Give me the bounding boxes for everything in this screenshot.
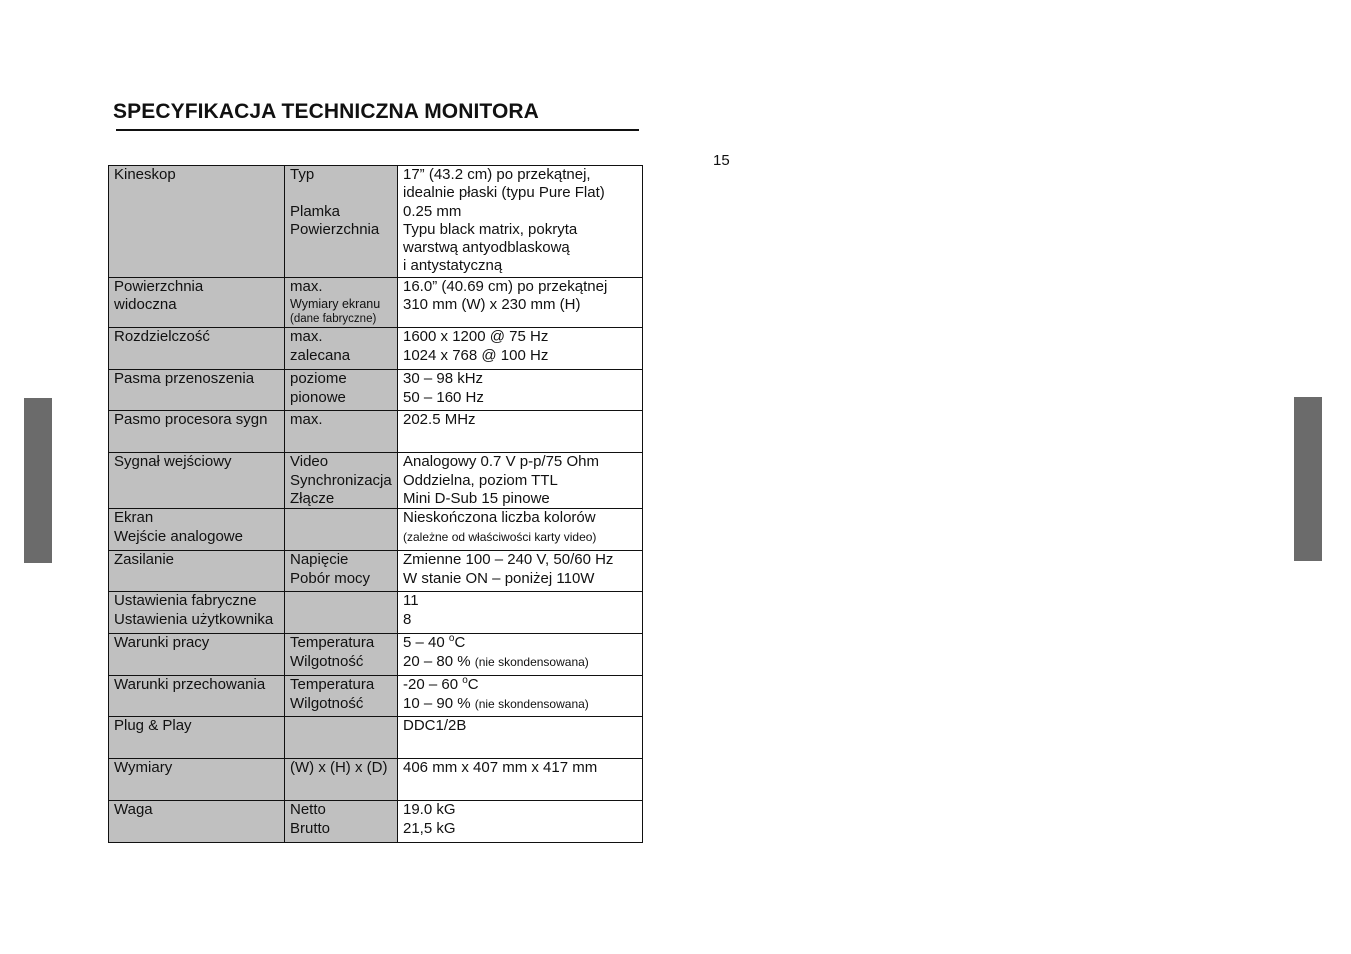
row-value: 8 xyxy=(403,610,412,628)
row-param: Pobór mocy xyxy=(290,569,371,587)
row-param: (W) x (H) x (D) xyxy=(290,759,388,777)
table-row xyxy=(109,759,643,801)
page-number: 15 xyxy=(713,152,730,169)
row-label-cell xyxy=(109,453,285,509)
row-label: Plug & Play xyxy=(114,717,192,735)
row-value: Mini D-Sub 15 pinowe xyxy=(403,489,550,507)
table-row xyxy=(109,551,643,592)
row-value-cell xyxy=(398,801,643,843)
humidity-note: (nie skondensowana) xyxy=(474,696,589,711)
row-value: Oddzielna, poziom TTL xyxy=(403,471,558,489)
row-param: Video xyxy=(290,453,329,471)
table-row xyxy=(109,676,643,717)
row-label-cell xyxy=(109,801,285,843)
row-label-cell xyxy=(109,278,285,328)
table-row xyxy=(109,370,643,411)
page-title: SPECYFIKACJA TECHNICZNA MONITORA xyxy=(113,100,539,123)
row-value: Zmienne 100 – 240 V, 50/60 Hz xyxy=(403,551,614,569)
row-value-cell xyxy=(398,411,643,453)
row-value-cell xyxy=(398,592,643,634)
row-param-cell xyxy=(285,634,398,676)
row-param-cell xyxy=(285,278,398,328)
row-value xyxy=(403,676,642,694)
row-value: i antystatyczną xyxy=(403,257,503,275)
row-param: zalecana xyxy=(290,346,351,364)
row-label-cell xyxy=(109,166,285,278)
row-param-cell xyxy=(285,551,398,592)
row-value-cell xyxy=(398,717,643,759)
table-row xyxy=(109,634,643,676)
title-underline xyxy=(116,129,639,131)
row-value: DDC1/2B xyxy=(403,717,467,735)
row-value: 17” (43.2 cm) po przekątnej, xyxy=(403,166,591,183)
row-value: 19.0 kG xyxy=(403,801,456,819)
row-label: Ekran xyxy=(114,509,154,527)
row-value-cell xyxy=(398,453,643,509)
row-param: poziome xyxy=(290,370,347,388)
row-param: Synchronizacja xyxy=(290,471,392,489)
row-param: Powierzchnia xyxy=(290,220,380,238)
row-label-cell xyxy=(109,509,285,551)
row-value: 30 – 98 kHz xyxy=(403,370,484,388)
row-label-cell xyxy=(109,592,285,634)
humidity-note: (nie skondensowana) xyxy=(474,654,589,669)
row-value: warstwą antyodblaskową xyxy=(403,239,570,257)
row-label: Warunki przechowania xyxy=(114,676,266,694)
row-value: 50 – 160 Hz xyxy=(403,388,484,406)
row-label: Wejście analogowe xyxy=(114,527,243,545)
row-param: Wilgotność xyxy=(290,652,364,670)
row-label: Rozdzielczość xyxy=(114,328,210,346)
left-side-tab xyxy=(24,398,52,563)
row-value-cell xyxy=(398,551,643,592)
row-param: Wymiary ekranu xyxy=(290,297,381,312)
row-label-cell xyxy=(109,634,285,676)
row-param-cell xyxy=(285,166,398,278)
row-label: Sygnał wejściowy xyxy=(114,453,232,471)
row-value-cell xyxy=(398,676,643,717)
row-param: Napięcie xyxy=(290,551,349,569)
table-row xyxy=(109,166,643,278)
row-value: Analogowy 0.7 V p-p/75 Ohm xyxy=(403,453,599,471)
temperature-range: 5 – 40 xyxy=(403,634,449,652)
row-param: Netto xyxy=(290,801,326,819)
row-param-cell xyxy=(285,676,398,717)
row-label: Ustawienia użytkownika xyxy=(114,610,274,628)
row-param-cell xyxy=(285,592,398,634)
row-label: Powierzchnia xyxy=(114,278,204,295)
row-label-cell xyxy=(109,411,285,453)
table-row xyxy=(109,411,643,453)
row-value-cell xyxy=(398,166,643,278)
spec-table xyxy=(108,165,643,843)
row-param: Temperatura xyxy=(290,676,375,694)
row-value-cell xyxy=(398,634,643,676)
row-param: Plamka xyxy=(290,202,341,220)
row-value-cell xyxy=(398,509,643,551)
row-label: Ustawienia fabryczne xyxy=(114,592,257,610)
temperature-unit: C xyxy=(454,634,466,652)
row-param-cell xyxy=(285,801,398,843)
row-label: Zasilanie xyxy=(114,551,175,569)
row-label: Waga xyxy=(114,801,153,819)
row-param: pionowe xyxy=(290,388,346,406)
row-value: 1024 x 768 @ 100 Hz xyxy=(403,346,549,364)
row-param-cell xyxy=(285,328,398,370)
row-value-cell xyxy=(398,759,643,801)
row-label: Wymiary xyxy=(114,759,173,777)
row-value xyxy=(403,634,642,652)
row-param: (dane fabryczne) xyxy=(290,313,377,326)
row-value: 406 mm x 407 mm x 417 mm xyxy=(403,759,598,777)
row-param: Temperatura xyxy=(290,634,375,652)
table-row xyxy=(109,592,643,634)
row-label-cell xyxy=(109,370,285,411)
row-param: max. xyxy=(290,328,323,346)
row-value: 310 mm (W) x 230 mm (H) xyxy=(403,296,581,314)
row-value: Nieskończona liczba kolorów xyxy=(403,509,596,527)
row-label-cell xyxy=(109,551,285,592)
row-param: Złącze xyxy=(290,489,335,507)
row-value: 21,5 kG xyxy=(403,819,456,837)
table-row xyxy=(109,453,643,509)
row-param-cell xyxy=(285,453,398,509)
degree-sign: o xyxy=(448,633,455,645)
row-label-cell xyxy=(109,759,285,801)
row-param: Typ xyxy=(290,166,315,183)
row-value: 0.25 mm xyxy=(403,202,462,220)
row-param: max. xyxy=(290,411,323,429)
row-label: Pasmo procesora sygn xyxy=(114,411,268,429)
row-label: Pasma przenoszenia xyxy=(114,370,255,388)
row-value: Typu black matrix, pokryta xyxy=(403,220,578,238)
row-value-cell xyxy=(398,370,643,411)
row-param-cell xyxy=(285,759,398,801)
row-param: Wilgotność xyxy=(290,694,364,712)
row-value-cell xyxy=(398,328,643,370)
row-param-cell xyxy=(285,370,398,411)
temperature-range: -20 – 60 xyxy=(403,676,463,694)
degree-sign: o xyxy=(462,675,468,687)
row-label-cell xyxy=(109,676,285,717)
row-value: 11 xyxy=(403,592,419,610)
row-param-cell xyxy=(285,717,398,759)
row-value: 16.0” (40.69 cm) po przekątnej xyxy=(403,278,608,295)
row-value xyxy=(403,653,642,671)
row-value-cell xyxy=(398,278,643,328)
row-label: Warunki pracy xyxy=(114,634,210,652)
table-row xyxy=(109,509,643,551)
row-label: widoczna xyxy=(114,296,177,314)
humidity-range: 20 – 80 % xyxy=(403,652,475,670)
row-param-cell xyxy=(285,509,398,551)
row-param: max. xyxy=(290,278,323,295)
humidity-range: 10 – 90 % xyxy=(403,694,475,712)
temperature-unit: C xyxy=(467,676,479,694)
table-row xyxy=(109,717,643,759)
row-value: 1600 x 1200 @ 75 Hz xyxy=(403,328,549,346)
table-row xyxy=(109,278,643,328)
row-label-cell xyxy=(109,328,285,370)
row-param-cell xyxy=(285,411,398,453)
row-value: 202.5 MHz xyxy=(403,411,476,429)
row-value: idealnie płaski (typu Pure Flat) xyxy=(403,184,605,202)
row-label: Kineskop xyxy=(114,166,176,183)
table-row xyxy=(109,801,643,843)
row-value xyxy=(403,695,642,713)
row-label-cell xyxy=(109,717,285,759)
table-row xyxy=(109,328,643,370)
row-value: W stanie ON – poniżej 110W xyxy=(403,569,595,587)
row-value-note: (zależne od właściwości karty video) xyxy=(403,529,597,544)
row-param-spacer xyxy=(290,184,397,202)
right-side-tab xyxy=(1294,397,1322,561)
row-param: Brutto xyxy=(290,819,331,837)
